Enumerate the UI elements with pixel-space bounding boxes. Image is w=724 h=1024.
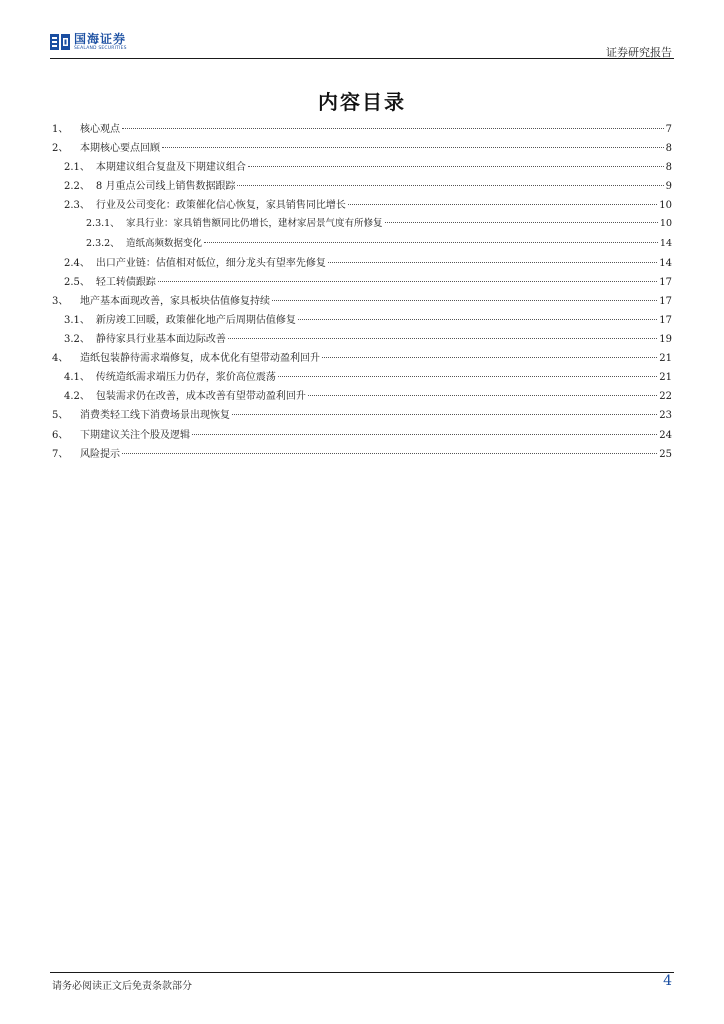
toc-entry[interactable] [52, 273, 672, 292]
toc-entry[interactable] [52, 215, 672, 234]
toc-entry-number: 3.1、 [64, 314, 90, 326]
toc-entry-page: 19 [659, 334, 672, 346]
toc-entry-page: 14 [659, 257, 672, 269]
toc-entry[interactable] [52, 235, 672, 254]
logo-name-cn: 国海证券 [74, 31, 127, 46]
toc-entry[interactable] [52, 426, 672, 445]
toc-entry-label: 造纸包装静待需求端修复，成本优化有望带动盈利回升 [80, 353, 320, 365]
toc-entry-number: 2.3.2、 [86, 237, 120, 249]
toc-entry-number: 2.4、 [64, 257, 90, 269]
toc-leader-dots [122, 453, 657, 454]
toc-entry-page: 21 [659, 372, 672, 384]
toc-entry-label: 下期建议关注个股及逻辑 [80, 429, 190, 441]
toc-entry-number: 3、 [52, 295, 69, 307]
toc-entry-number: 2.5、 [64, 276, 90, 288]
footer-divider [50, 972, 674, 973]
sealand-logo-icon [50, 32, 70, 52]
table-of-contents [52, 120, 672, 464]
toc-entry[interactable] [52, 406, 672, 425]
toc-leader-dots [192, 434, 657, 435]
toc-leader-dots [232, 414, 657, 415]
toc-entry-number: 2.3.1、 [86, 218, 120, 230]
toc-entry[interactable] [52, 120, 672, 139]
toc-entry[interactable] [52, 177, 672, 196]
toc-entry[interactable] [52, 292, 672, 311]
toc-entry-label: 静待家具行业基本面边际改善 [95, 334, 226, 346]
toc-entry-number: 4.2、 [64, 391, 90, 403]
toc-leader-dots [162, 147, 664, 148]
toc-leader-dots [272, 300, 657, 301]
toc-entry-label: 家具行业：家具销售额同比仍增长，建材家居景气度有所修复 [126, 218, 383, 230]
toc-entry-page: 25 [659, 448, 672, 460]
brand-logo [50, 30, 127, 54]
toc-entry-label: 行业及公司变化：政策催化信心恢复，家具销售同比增长 [95, 200, 346, 212]
toc-leader-dots [298, 319, 657, 320]
toc-entry-page: 23 [659, 410, 672, 422]
toc-entry-number: 6、 [52, 429, 69, 441]
toc-entry-label: 风险提示 [80, 448, 120, 460]
logo-name-en: SEALAND SECURITIES [74, 45, 127, 51]
toc-entry-page: 7 [665, 124, 672, 135]
toc-entry-page: 24 [659, 429, 672, 441]
toc-entry[interactable] [52, 196, 672, 215]
toc-entry[interactable] [52, 387, 672, 406]
toc-entry-page: 17 [659, 314, 672, 326]
toc-entry-number: 4.1、 [64, 372, 90, 384]
toc-entry-label: 消费类轻工线下消费场景出现恢复 [80, 410, 230, 422]
toc-leader-dots [322, 357, 657, 358]
toc-entry-number: 2.2、 [64, 181, 90, 193]
toc-entry-number: 2.1、 [64, 162, 90, 174]
toc-entry-label: 新房竣工回暖，政策催化地产后周期估值修复 [95, 314, 296, 326]
toc-entry-page: 10 [659, 200, 672, 212]
toc-entry-label: 地产基本面现改善，家具板块估值修复持续 [80, 295, 270, 307]
toc-entry[interactable] [52, 311, 672, 330]
toc-entry-label: 核心观点 [80, 124, 120, 135]
toc-leader-dots [122, 128, 664, 129]
toc-entry[interactable] [52, 445, 672, 464]
toc-entry-label: 本期建议组合复盘及下期建议组合 [95, 162, 246, 174]
toc-leader-dots [204, 242, 658, 243]
toc-leader-dots [278, 376, 657, 377]
toc-entry[interactable] [52, 158, 672, 177]
toc-entry-page: 14 [659, 237, 672, 249]
toc-leader-dots [385, 222, 658, 223]
toc-entry-number: 2、 [52, 143, 69, 155]
toc-entry-page: 21 [659, 353, 672, 365]
toc-entry-page: 22 [659, 391, 672, 403]
toc-entry-page: 17 [659, 276, 672, 288]
toc-entry-label: 造纸高频数据变化 [126, 237, 203, 249]
toc-entry-page: 17 [659, 295, 672, 307]
toc-leader-dots [158, 281, 657, 282]
toc-entry[interactable] [52, 349, 672, 368]
toc-entry-number: 1、 [52, 124, 69, 135]
toc-entry[interactable] [52, 368, 672, 387]
toc-leader-dots [328, 262, 657, 263]
toc-entry-page: 9 [665, 181, 672, 193]
toc-entry[interactable] [52, 330, 672, 349]
header-divider [50, 58, 674, 59]
report-type: 证券研究报告 [606, 46, 672, 59]
toc-entry[interactable] [52, 139, 672, 158]
toc-entry-number: 5、 [52, 410, 69, 422]
toc-entry-page: 8 [665, 162, 672, 174]
toc-entry-number: 3.2、 [64, 334, 90, 346]
toc-leader-dots [348, 204, 657, 205]
toc-entry-number: 7、 [52, 448, 69, 460]
toc-entry-label: 本期核心要点回顾 [80, 143, 160, 155]
footer-disclaimer: 请务必阅读正文后免责条款部分 [52, 981, 192, 992]
page-number: 4 [663, 973, 672, 989]
page-title: 内容目录 [318, 90, 406, 114]
toc-entry-label: 包装需求仍在改善，成本改善有望带动盈利回升 [95, 391, 306, 403]
toc-entry-page: 10 [659, 218, 672, 230]
toc-entry[interactable] [52, 254, 672, 273]
toc-entry-number: 2.3、 [64, 200, 90, 212]
toc-entry-label: 轻工转债跟踪 [95, 276, 156, 288]
toc-leader-dots [308, 395, 657, 396]
toc-leader-dots [237, 185, 663, 186]
toc-entry-label: 8 月重点公司线上销售数据跟踪 [95, 181, 236, 193]
toc-entry-page: 8 [665, 143, 672, 155]
toc-entry-number: 4、 [52, 353, 69, 365]
toc-leader-dots [228, 338, 657, 339]
toc-leader-dots [248, 166, 664, 167]
toc-entry-label: 出口产业链：估值相对低位，细分龙头有望率先修复 [95, 257, 326, 269]
toc-entry-label: 传统造纸需求端压力仍存，浆价高位震荡 [95, 372, 276, 384]
